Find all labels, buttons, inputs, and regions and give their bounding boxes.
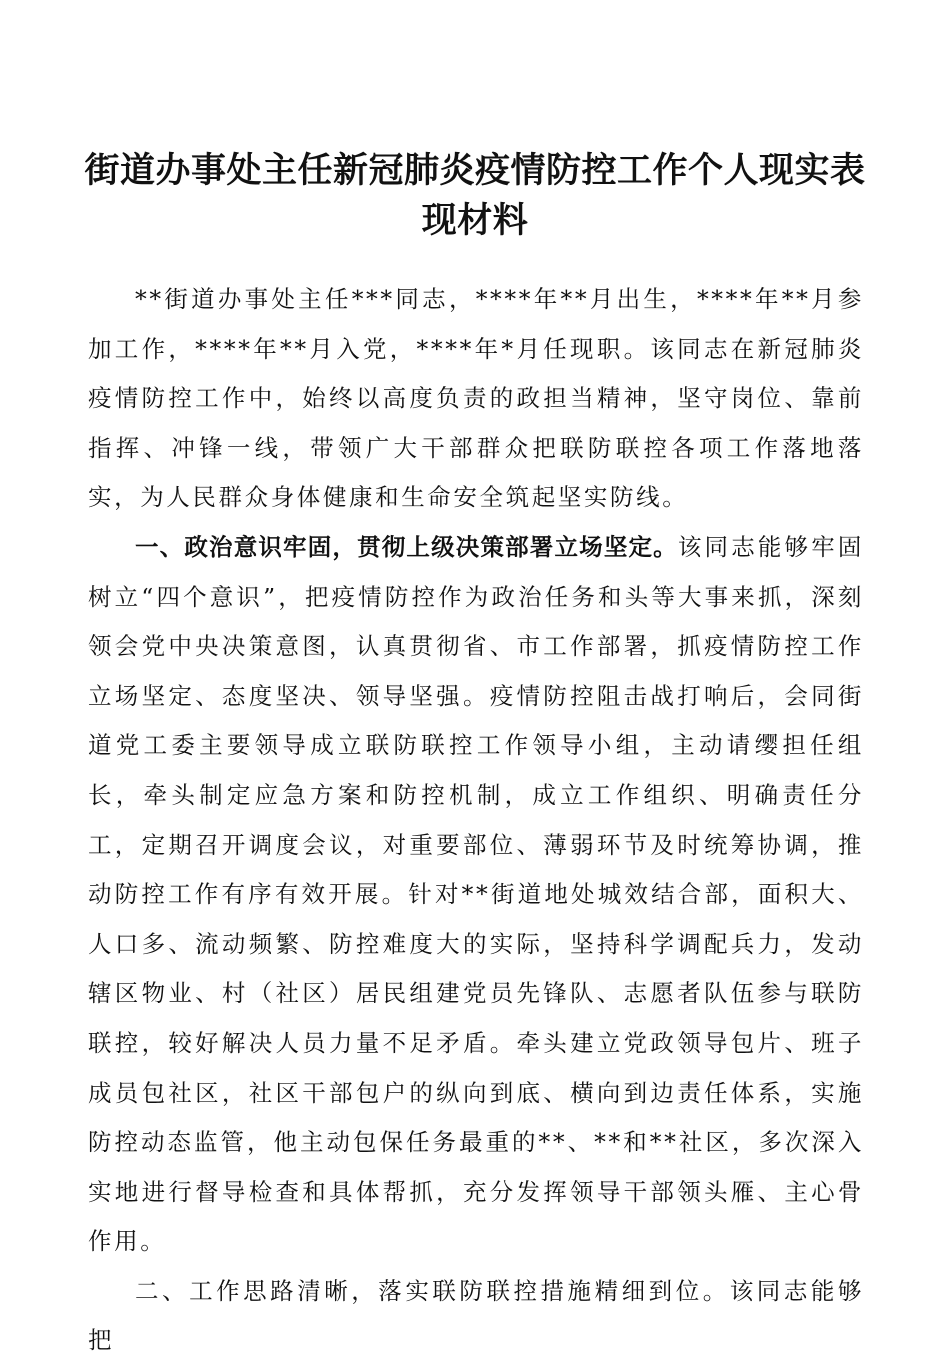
intro-paragraph xyxy=(88,275,864,523)
intro-paragraph-text: **街道办事处主任***同志，****年**月出生，****年**月参加工作，****年**月入党，****年*月任现职。该同志在新冠肺炎疫情防控工作中，始终以高度负责的政担当精神，坚守岗位、靠前指挥、冲锋一线，带领广大干部群众把联防联控各项工作落地落实，为人民群众身体健康和生命安全筑起坚实防线。 xyxy=(88,285,864,512)
section-one-heading: 一、政治意识牢固，贯彻上级决策部署立场坚定。 xyxy=(135,532,678,561)
section-two-text: 二、工作思路清晰，落实联防联控措施精细到位。该同志能够把 xyxy=(88,1276,864,1355)
document-title: 街道办事处主任新冠肺炎疫情防控工作个人现实表现材料 xyxy=(84,151,866,241)
section-two-paragraph xyxy=(88,1267,864,1366)
section-one-text: 该同志能够牢固树立“四个意识”，把疫情防控作为政治任务和头等大事来抓，深刻领会党中央决策意图，认真贯彻省、市工作部署，抓疫情防控工作立场坚定、态度坚决、领导坚强。疫情防控阻击战打响后，会同街道党工委主要领导成立联防联控工作领导小组，主动请缨担任组长，牵头制定应急方案和防控机制，成立工作组织、明确责任分工，定期召开调度会议，对重要部位、薄弱环节及时统筹协调，推动防控工作有序有效开展。针对**街道地处城效结合部，面积大、人口多、流动频繁、防控难度大的实际，坚持科学调配兵力，发动辖区物业、村（社区）居民组建党员先锋队、志愿者队伍参与联防联控，较好解决人员力量不足矛盾。牵头建立党政领导包片、班子成员包社区，社区干部包户的纵向到底、横向到边责任体系，实施防控动态监管，他主动包保任务最重的**、**和**社区，多次深入实地进行督导检查和具体帮抓，充分发挥领导干部领头雁、主心骨作用。 xyxy=(88,532,865,1256)
section-one-paragraph xyxy=(88,523,864,1267)
document-body xyxy=(88,275,864,1366)
